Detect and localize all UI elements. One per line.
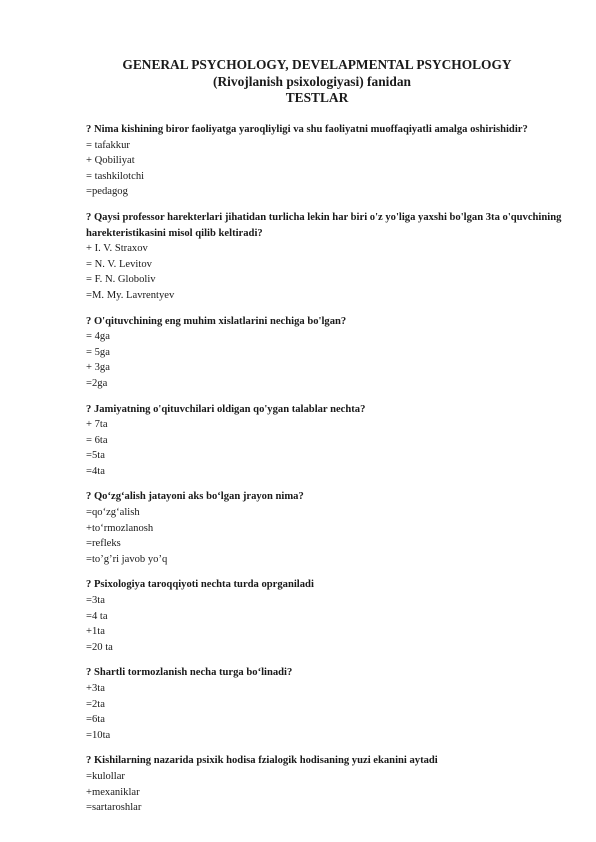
answer-option: +1ta — [86, 626, 105, 638]
answer-option: = 4ga — [86, 331, 110, 343]
answer-option: + I. V. Straxov — [86, 243, 148, 255]
document-title: GENERAL PSYCHOLOGY, DEVELAPMENTAL PSYCHOLOGY — [122, 57, 512, 72]
answer-option: = tafakkur — [86, 139, 130, 151]
answer-option: = 5ga — [86, 346, 110, 358]
question-list — [86, 122, 566, 826]
answer-option: =refleks — [86, 538, 121, 550]
question-block — [86, 665, 566, 743]
answer-option: = N. V. Levitov — [86, 258, 152, 270]
answer-option: + Qobiliyat — [86, 155, 135, 167]
answer-option: +3ta — [86, 683, 105, 694]
answer-option: =2ta — [86, 698, 105, 710]
answer-option: =5ta — [86, 450, 105, 462]
document-header — [0, 57, 596, 107]
answer-option: = 6ta — [86, 434, 108, 446]
question-text: ? Psixologiya taroqqiyoti nechta turda oprganiladi — [86, 579, 314, 591]
answer-option: =10ta — [86, 729, 111, 741]
answer-option: + 3ga — [86, 362, 110, 374]
question-text: ? Qo‘zg‘alish jatayoni aks bo‘lgan jrayon nima? — [86, 491, 304, 503]
question-block — [86, 314, 566, 392]
section-heading: TESTLAR — [285, 90, 349, 105]
answer-option: =2ga — [86, 377, 108, 389]
answer-option: =4 ta — [86, 610, 108, 622]
answer-option: + 7ta — [86, 419, 108, 431]
question-text: ? Nima kishining biror faoliyatga yaroqliyligi va shu faoliyatni muoffaqiyatli amalga oshirishidir? — [86, 124, 528, 135]
answer-option: =sartaroshlar — [86, 802, 142, 814]
answer-option: +mexaniklar — [86, 786, 140, 798]
question-block — [86, 210, 566, 304]
answer-option: =pedagog — [86, 186, 128, 198]
answer-option: =to’g’ri javob yo’q — [86, 553, 168, 565]
answer-option: =M. My. Lavrentyev — [86, 289, 175, 301]
answer-option: = tashkilotchi — [86, 170, 145, 182]
answer-option: +to‘rmozlanosh — [86, 522, 154, 534]
answer-option: =6ta — [86, 714, 105, 726]
answer-option: =4ta — [86, 465, 105, 477]
question-text: ? Jamiyatning o'qituvchilari oldigan qo'ygan talablar nechta? — [86, 403, 366, 415]
question-block — [86, 753, 566, 815]
question-block — [86, 489, 566, 567]
document-subtitle: (Rivojlanish psixologiyasi) fanidan — [213, 73, 411, 89]
answer-option: = F. N. Globoliv — [86, 274, 156, 286]
answer-option: =20 ta — [86, 641, 113, 653]
question-block — [86, 122, 566, 200]
question-text: ? Kishilarning nazarida psixik hodisa fzialogik hodisaning yuzi ekanini aytadi — [86, 755, 438, 767]
answer-option: =3ta — [86, 595, 105, 607]
question-text: ? O'qituvchining eng muhim xislatlarini nechiga bo'lgan? — [86, 315, 347, 327]
answer-option: =qo‘zg‘alish — [86, 507, 140, 519]
question-block — [86, 402, 566, 480]
question-text: ? Qaysi professor harekterlari jihatidan turlicha lekin har biri o'z yo'liga yaxshi bo'lgan 3ta o'quvchining harekteristikasini misol qilib keltiradi? — [86, 211, 562, 239]
question-block — [86, 577, 566, 655]
question-text: ? Shartli tormozlanish necha turga bo‘linadi? — [86, 667, 293, 679]
answer-option: =kulollar — [86, 770, 125, 782]
